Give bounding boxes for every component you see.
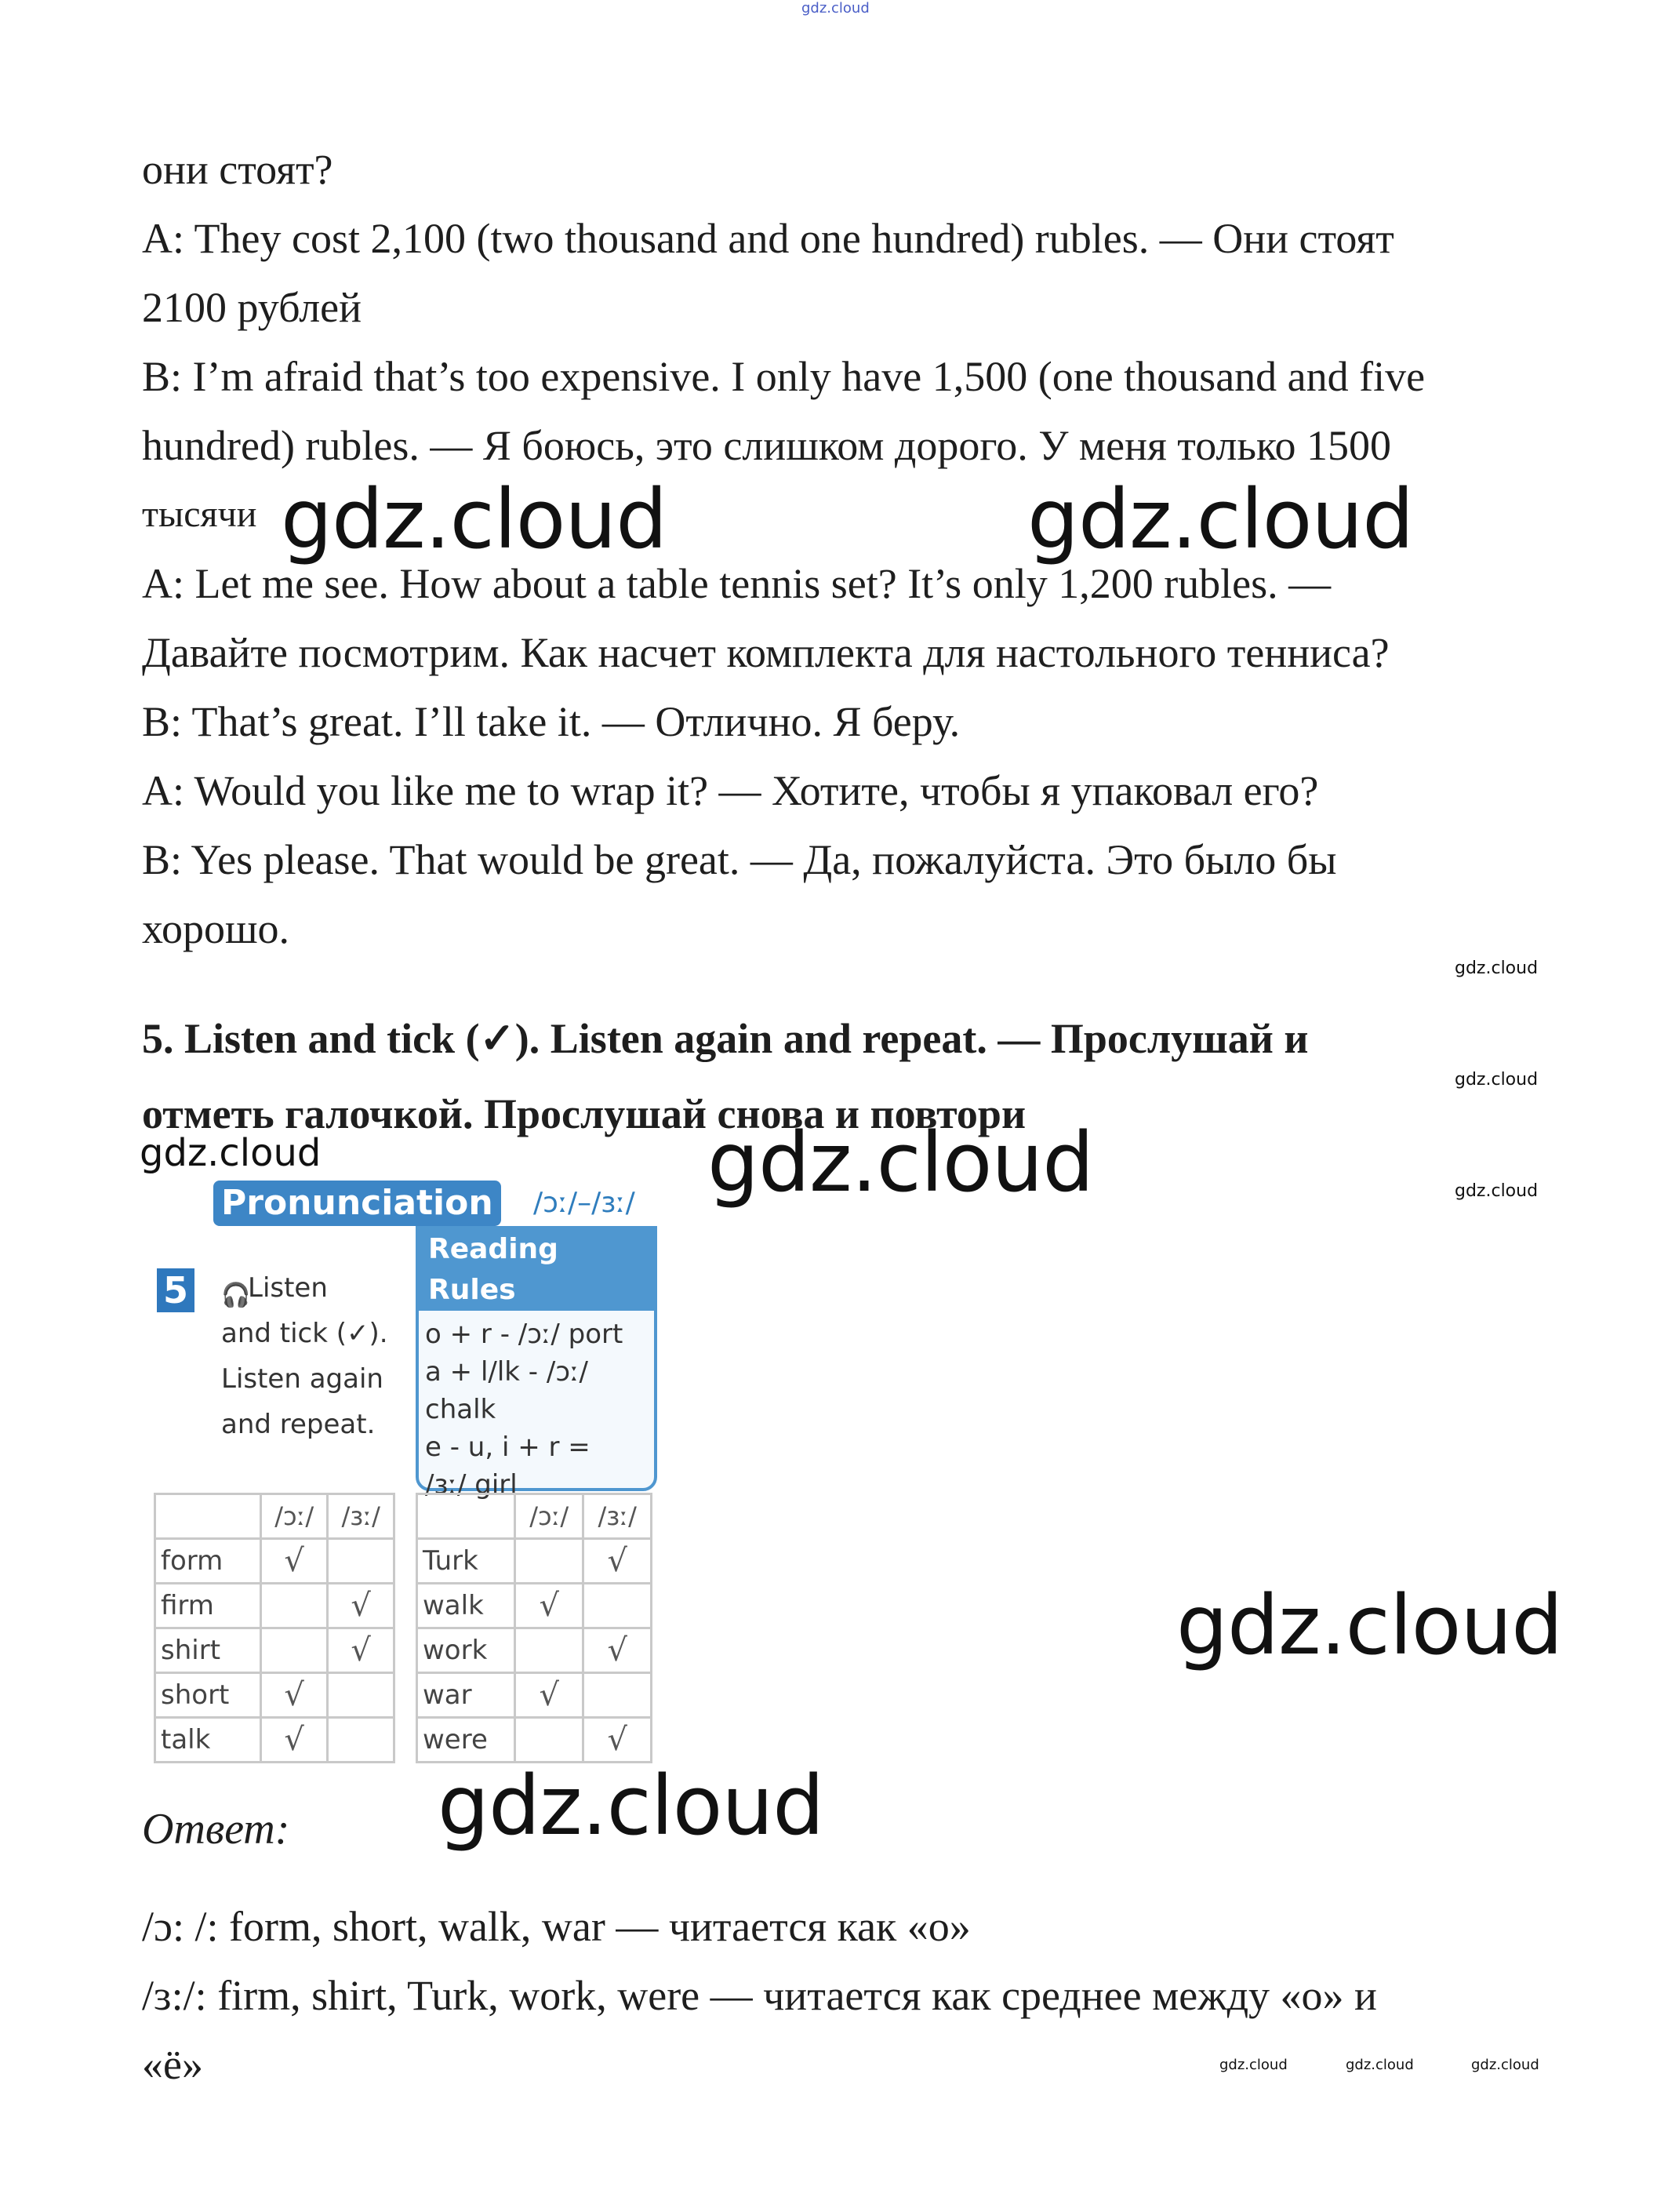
dialogue-line: A: Would you like me to wrap it? — Хотите, чтобы я упаковал его? (142, 767, 1319, 814)
answer-line: /ɜ:/: firm, shirt, Turk, work, were — читается как среднее между «о» и (142, 1972, 1377, 2019)
table-row: Turk √ (417, 1539, 652, 1584)
dialogue-line: B: I’m afraid that’s too expensive. I only have 1,500 (one thousand and five (142, 353, 1426, 400)
watermark: gdz.cloud (1471, 2057, 1539, 2073)
table-row: work √ (417, 1628, 652, 1673)
dialogue-line: 2100 рублей (142, 284, 362, 331)
headphones-icon: 🎧 (221, 1282, 251, 1309)
table-row: short √ (155, 1673, 394, 1718)
watermark: gdz.cloud (1455, 1181, 1539, 1201)
watermark: gdz.cloud (281, 471, 667, 567)
left-word-table: /ɔː/ /ɜː/ form √ firm √ shirt √ short √ talk √ (154, 1493, 395, 1763)
dialogue-line: они стоят? (142, 146, 333, 193)
exercise-number: 5 (157, 1268, 194, 1312)
rule-line: e - u, i + r = (425, 1432, 590, 1463)
answer-label: Ответ: (142, 1805, 290, 1854)
watermark: gdz.cloud (1455, 959, 1539, 978)
dialogue-line: B: Yes please. That would be great. — Да, пожалуйста. Это было бы (142, 836, 1337, 883)
task-heading: 5. Listen and tick (✓). Listen again and repeat. — Прослушай и (142, 1015, 1309, 1062)
watermark: gdz.cloud (438, 1758, 824, 1854)
answer-line: «ё» (142, 2041, 203, 2088)
textbook-excerpt (149, 1181, 667, 1777)
table-row: walk √ (417, 1584, 652, 1628)
answer-line: /ɔ: /: form, short, walk, war — читается как «о» (142, 1903, 971, 1950)
reading-rules-box (416, 1226, 657, 1501)
dialogue-line: B: That’s great. I’ll take it. — Отлично. Я беру. (142, 698, 961, 745)
reading-rules-title: Reading Rules (419, 1229, 654, 1311)
dialogue-line: hundred) rubles. — Я боюсь, это слишком дорого. У меня только 1500 (142, 422, 1392, 469)
watermark: gdz.cloud (1176, 1577, 1563, 1673)
table-row: form √ (155, 1539, 394, 1584)
watermark: gdz.cloud (1027, 471, 1414, 567)
table-row: shirt √ (155, 1628, 394, 1673)
watermark: gdz.cloud (1219, 2057, 1288, 2073)
table-row: talk √ (155, 1718, 394, 1763)
right-word-table: /ɔː/ /ɜː/ Turk √ walk √ work √ war √ were √ (416, 1493, 652, 1763)
rule-line: chalk (425, 1394, 496, 1425)
dialogue-line: A: Let me see. How about a table tennis set? It’s only 1,200 rubles. — (142, 560, 1332, 607)
rule-line: /ɜː/ girl (425, 1469, 518, 1501)
phonemes-label: /ɔː/–/ɜː/ (533, 1187, 635, 1219)
pronunciation-title: Pronunciation (213, 1181, 501, 1226)
watermark: gdz.cloud (707, 1115, 1094, 1210)
exercise-instruction: 🎧 Listen and tick (✓). Listen again and repeat. (221, 1272, 388, 1440)
watermark: gdz.cloud (140, 1131, 322, 1175)
table-row: were √ (417, 1718, 652, 1763)
dialogue-line: хорошо. (142, 905, 290, 952)
dialogue-line: тысячи (142, 493, 257, 535)
header-watermark: gdz.cloud (801, 0, 870, 16)
rule-line: o + r - /ɔː/ port (425, 1319, 623, 1350)
table-row: war √ (417, 1673, 652, 1718)
dialogue-line: A: They cost 2,100 (two thousand and one hundred) rubles. — Они стоят (142, 215, 1394, 262)
rule-line: a + l/lk - /ɔː/ (425, 1356, 588, 1388)
watermark: gdz.cloud (1455, 1070, 1539, 1090)
dialogue-line: Давайте посмотрим. Как насчет комплекта для настольного тенниса? (142, 629, 1390, 676)
watermark: gdz.cloud (1346, 2057, 1414, 2073)
task-heading: отметь галочкой. Прослушай снова и повтори (142, 1090, 1027, 1137)
table-row: firm √ (155, 1584, 394, 1628)
